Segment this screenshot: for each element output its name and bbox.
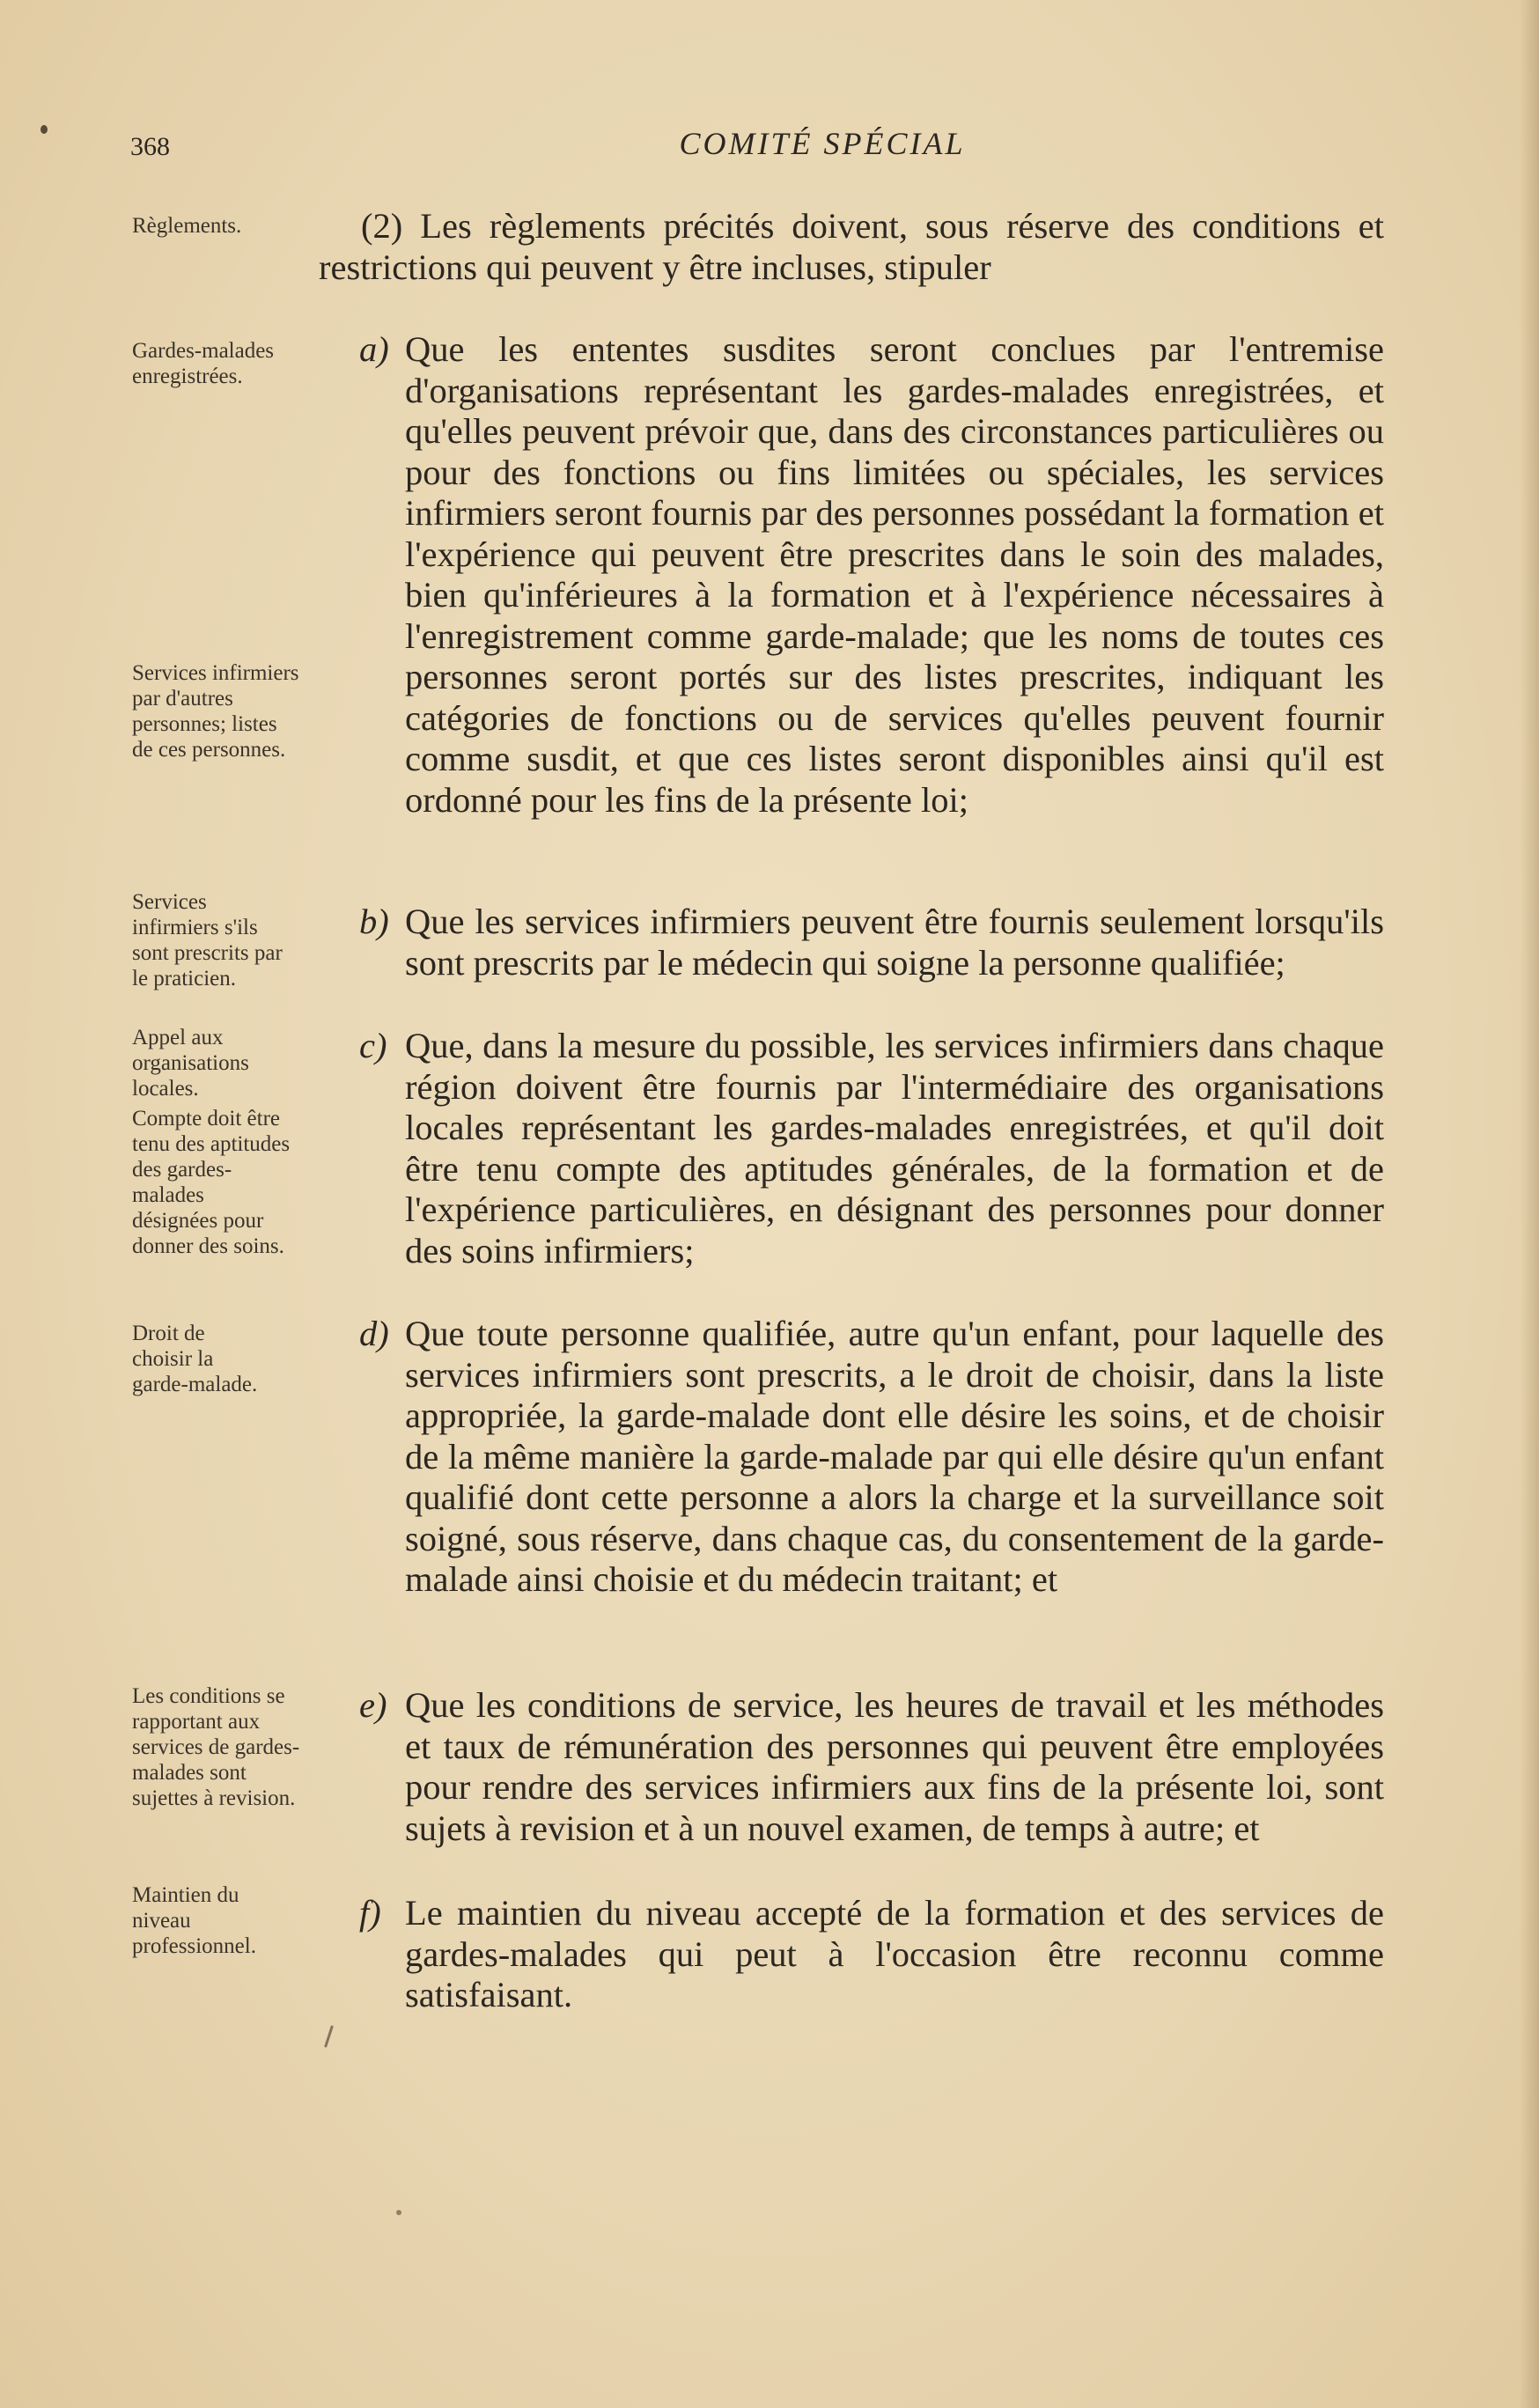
intro-paragraph: (2) Les règlements précités doivent, sous réserve des conditions et restrictions qui peuvent y être incluses, stipuler	[319, 206, 1384, 287]
margin-note-maintien-niveau: Maintien du niveau professionnel.	[132, 1883, 256, 1958]
item-letter: d)	[359, 1314, 389, 1353]
margin-note-reglements: Règlements.	[132, 214, 242, 238]
item-letter: c)	[359, 1026, 387, 1065]
item-text: Que les conditions de service, les heures de travail et les méthodes et taux de rémunération des personnes qui peuvent être employées pour rendre des services infirmiers aux fins de la présente loi, sont sujets à revision et à un nouvel examen, de temps à autre; et	[405, 1685, 1384, 1848]
paper-mark	[324, 2025, 334, 2048]
margin-note-compte-aptitudes: Compte doit être tenu des aptitudes des gardes-malades désignées pour donner des soins.	[132, 1107, 291, 1258]
paper-speck	[396, 2210, 401, 2215]
item-letter: b)	[359, 902, 389, 941]
item-text: Que toute personne qualifiée, autre qu'un enfant, pour laquelle des services infirmiers sont prescrits, a le droit de choisir, dans la liste appropriée, la garde-malade dont elle désire les soins, et de choisir de la même manière la garde-malade par qui elle désire qu'un enfant qualifié dont cette personne a alors la charge et la surveillance soit soigné, sous réserve, dans chaque cas, du consentement de la garde-malade ainsi choisie et du médecin traitant; et	[405, 1314, 1384, 1599]
running-head: COMITÉ SPÉCIAL	[679, 126, 966, 161]
item-e	[359, 1685, 1384, 1849]
item-letter: f)	[359, 1893, 381, 1933]
margin-note-gardes-malades: Gardes-malades enregistrées.	[132, 339, 275, 388]
margin-note-appel-organisations: Appel aux organisations locales.	[132, 1026, 249, 1101]
item-text: Que les services infirmiers peuvent être fournis seulement lorsqu'ils sont prescrits par le médecin qui soigne la personne qualifiée;	[405, 902, 1384, 983]
margin-note-conditions-revision: Les conditions se rapportant aux services de gardes-malades sont sujettes à revision.	[132, 1684, 300, 1810]
margin-note-services-autres: Services infirmiers par d'autres personnes; listes de ces personnes.	[132, 661, 299, 762]
item-b	[359, 902, 1384, 983]
paper-speck	[40, 125, 48, 134]
item-a	[359, 329, 1384, 821]
page-edge-shadow	[1520, 0, 1539, 2408]
item-f	[359, 1893, 1384, 2016]
item-d	[359, 1314, 1384, 1601]
item-text: Le maintien du niveau accepté de la formation et des services de gardes-malades qui peut à l'occasion être reconnu comme satisfaisant.	[405, 1893, 1384, 2014]
margin-note-services-prescrits: Services infirmiers s'ils sont prescrits par le praticien.	[132, 890, 283, 990]
item-c	[359, 1026, 1384, 1271]
margin-note-droit-choisir: Droit de choisir la garde-malade.	[132, 1322, 258, 1396]
page-number: 368	[130, 132, 170, 161]
item-letter: a)	[359, 329, 389, 369]
item-letter: e)	[359, 1685, 387, 1725]
item-text: Que les ententes susdites seront conclues par l'entremise d'organisations représentant les gardes-malades enregistrées, et qu'elles peuvent prévoir que, dans des circonstances particulières ou pour des fonctions ou fins limitées ou spéciales, les services infirmiers seront fournis par des personnes possédant la formation et l'expérience qui peuvent être prescrites dans le soin des malades, bien qu'inférieures à la formation et à l'expérience nécessaires à l'enregistrement comme garde-malade; que les noms de toutes ces personnes seront portés sur des listes prescrites, indiquant les catégories de fonctions ou de services qu'elles peuvent fournir comme susdit, et que ces listes seront disponibles ainsi qu'il est ordonné pour les fins de la présente loi;	[405, 329, 1384, 820]
item-text: Que, dans la mesure du possible, les services infirmiers dans chaque région doivent être fournis par l'intermédiaire des organisations locales représentant les gardes-malades enregistrées, et qu'il doit être tenu compte des aptitudes générales, de la formation et de l'expérience particulières, en désignant des personnes pour donner des soins infirmiers;	[405, 1026, 1384, 1270]
